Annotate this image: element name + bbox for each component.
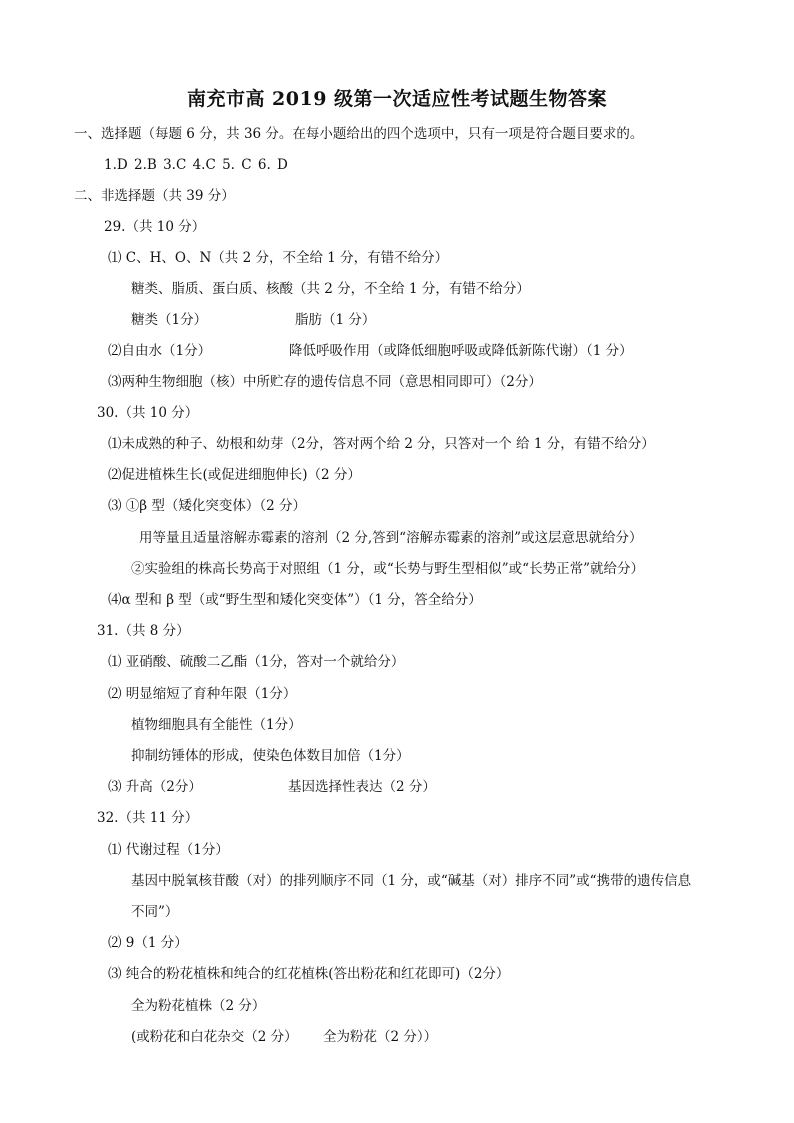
section1-answers: 1.D 2.B 3.C 4.C 5. C 6. D	[104, 157, 288, 173]
q29-line4b: 降低呼吸作用（或降低细胞呼吸或降低新陈代谢）（1 分）	[289, 343, 633, 359]
q32-line7b: 全为粉花（2 分））	[323, 1029, 438, 1045]
q32-line6: 全为粉花植株（2 分）	[131, 998, 266, 1014]
q31-line5a: ⑶ 升高（2分）	[108, 779, 202, 795]
q29-header: 29.（共 10 分）	[104, 219, 206, 235]
q29-line3a: 糖类（1分）	[131, 312, 208, 328]
q32-line7a: (或粉花和白花杂交（2 分）	[131, 1029, 298, 1045]
q32-header: 32.（共 11 分）	[97, 810, 199, 826]
q32-line2: 基因中脱氧核苷酸（对）的排列顺序不同（1 分，或“碱基（对）排序不同”或“携带的遗传信息	[131, 873, 692, 889]
q29-line4a: ⑵自由水（1分）	[108, 343, 212, 359]
q31-line2: ⑵ 明显缩短了育种年限（1分）	[108, 686, 297, 702]
page-title: 南充市高 2019 级第一次适应性考试题生物答案	[186, 88, 608, 110]
q31-line4: 抑制纺锤体的形成，使染色体数目加倍（1分）	[131, 748, 410, 764]
section1-heading: 一、选择题（每题 6 分，共 36 分。在每小题给出的四个选项中，只有一项是符合题目要求的。	[74, 126, 644, 142]
q30-line1: ⑴未成熟的种子、幼根和幼芽（2分，答对两个给 2 分，只答对一个 给 1 分，有错不给分）	[108, 436, 655, 452]
q32-line1: ⑴ 代谢过程（1分）	[108, 842, 229, 858]
q30-line4: 用等量且适量溶解赤霉素的溶剂（2 分,答到“溶解赤霉素的溶剂”或这层意思就给分）	[139, 530, 643, 546]
q31-line3: 植物细胞具有全能性（1分）	[131, 717, 302, 733]
q29-line5: ⑶两种生物细胞（核）中所贮存的遗传信息不同（意思相同即可）（2分）	[108, 374, 542, 390]
q29-line1: ⑴ C、H、O、N（共 2 分，不全给 1 分，有错不给分）	[108, 250, 449, 266]
q29-line3b: 脂肪（1 分）	[295, 312, 376, 328]
q30-line3: ⑶ ①β 型（矮化突变体）（2 分）	[108, 498, 307, 514]
q31-line1: ⑴ 亚硝酸、硫酸二乙酯（1分，答对一个就给分）	[108, 654, 405, 670]
q29-line2: 糖类、脂质、蛋白质、核酸（共 2 分，不全给 1 分，有错不给分）	[131, 281, 530, 297]
q31-line5b: 基因选择性表达（2 分）	[288, 779, 436, 795]
q32-line4: ⑵ 9（1 分）	[108, 935, 188, 951]
q30-header: 30.（共 10 分）	[97, 405, 199, 421]
section2-heading: 二、非选择题（共 39 分）	[74, 188, 235, 204]
q31-header: 31.（共 8 分）	[97, 623, 190, 639]
q30-line2: ⑵促进植株生长(或促进细胞伸长)（2 分）	[108, 467, 361, 483]
q30-line6: ⑷α 型和 β 型（或“野生型和矮化突变体”）（1 分，答全给分）	[108, 592, 482, 608]
q30-line5: ②实验组的株高长势高于对照组（1 分，或“长势与野生型相似”或“长势正常”就给分）	[131, 561, 644, 577]
q32-line5: ⑶ 纯合的粉花植株和纯合的红花植株(答出粉花和红花即可)（2分）	[108, 966, 510, 982]
q32-line3: 不同”）	[131, 904, 179, 920]
